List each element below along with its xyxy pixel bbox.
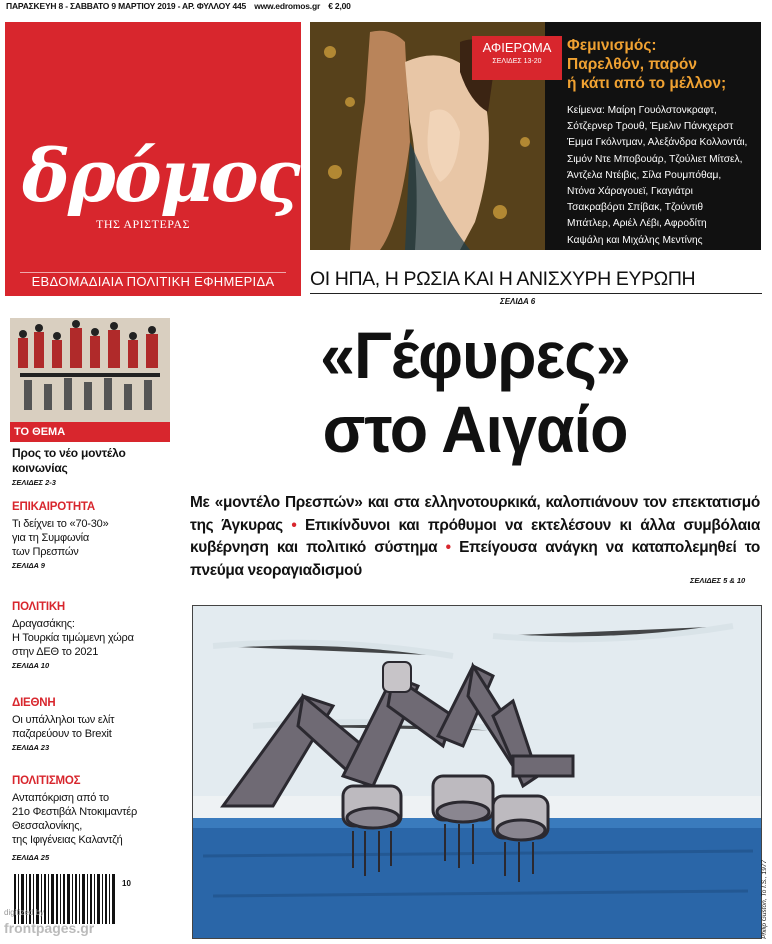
author-line: Καψάλη και Μιχάλης Μεντίνης (567, 234, 703, 246)
sidebar-item-text (12, 517, 177, 559)
author-line: Σιμόν Ντε Μποβουάρ, Τζούλιετ Μίτσελ, (567, 153, 743, 165)
sidebar-item-text (12, 713, 177, 741)
sidebar-item-page: ΣΕΛΙΔΑ 10 (12, 661, 50, 670)
lead-text: Επικίνδυνοι και πρόθυμοι να εκτελέσουν κι άλλα συμβόλαια κυβέρνηση και πολιτικό σύστημα (190, 516, 760, 556)
sidebar-line: Προς το νέο μοντέλο (12, 446, 126, 460)
sidebar-item-page: ΣΕΛΙΔΑ 25 (12, 853, 50, 862)
sidebar-line: Τι δείχνει το «70-30» (12, 518, 109, 530)
theme-label-bar: ΤΟ ΘΕΜΑ (10, 422, 170, 442)
sidebar-line: Ανταπόκριση από το (12, 792, 109, 804)
masthead-divider (20, 272, 286, 273)
sidebar-item-page: ΣΕΛΙΔΑ 9 (12, 561, 45, 570)
sidebar-item-politics[interactable] (12, 600, 177, 670)
lead-paragraph (190, 492, 760, 582)
feature-title-line: ή κάτι από το μέλλον; (567, 75, 727, 92)
sidebar-line: Θεσσαλονίκης, (12, 820, 83, 832)
headline-line: «Γέφυρες» (320, 318, 630, 392)
sidebar-item-culture[interactable] (12, 774, 177, 862)
author-line: Άντζελα Ντέιβις, Σίλα Ρουμπόθαμ, (567, 169, 722, 181)
watermark-small: digitized by (4, 908, 45, 917)
sidebar-item-current-affairs[interactable] (12, 500, 177, 570)
headline-line: στο Αιγαίο (322, 392, 628, 466)
lead-text: Με «μοντέλο Πρεσπών» και στα ελληνοτουρκικά, καλοπιάνουν τον επεκτατισμό της Άγκυρας (190, 494, 760, 534)
sidebar-item-page: ΣΕΛΙΔΑ 23 (12, 743, 50, 752)
lead-text: Επείγουσα ανάγκη να καταπολεμηθεί το πνεύμα νεοραγιαδισμού (190, 539, 760, 579)
sidebar-item-section: ΠΟΛΙΤΙΣΜΟΣ (12, 775, 81, 787)
secondary-headline[interactable]: ΟΙ ΗΠΑ, Η ΡΩΣΙΑ ΚΑΙ Η ΑΝΙΣΧΥΡΗ ΕΥΡΩΠΗ (310, 268, 696, 290)
sidebar-item-page: ΣΕΛΙΔΕΣ 2-3 (12, 478, 56, 487)
author-line: Ντόνα Χάραγουεϊ, Γκαγιάτρι (567, 186, 693, 198)
feature-title-line: Παρελθόν, παρόν (567, 56, 698, 73)
logo-subtitle: ΤΗΣ ΑΡΙΣΤΕΡΑΣ (96, 217, 191, 231)
price: € 2,00 (328, 1, 351, 11)
sidebar-line: για τη Συμφωνία (12, 532, 90, 544)
headline-divider (310, 293, 762, 294)
sidebar-item-section: ΕΠΙΚΑΙΡΟΤΗΤΑ (12, 501, 95, 513)
sidebar-line: των Πρεσπών (12, 546, 79, 558)
author-line: Μπάτλερ, Αριέλ Λέβι, Αφροδίτη (567, 218, 707, 230)
sidebar-line: της Ιφιγένειας Καλαντζή (12, 834, 123, 846)
author-line: Κείμενα: Μαίρη Γουόλστονκραφτ, (567, 105, 717, 116)
masthead-tagline: ΕΒΔΟΜΑΔΙΑΙΑ ΠΟΛΙΤΙΚΗ ΕΦΗΜΕΡΙΔΑ (31, 274, 275, 289)
main-headline[interactable] (195, 318, 756, 466)
tribute-label: ΑΦΙΕΡΩΜΑ (482, 40, 552, 55)
author-line: Έμμα Γκόλντμαν, Αλεξάνδρα Κολλοντάι, (567, 137, 748, 149)
painting-credit: Philip Guston, To I.S., 1977 (761, 860, 768, 939)
barcode-issue-digit: 10 (122, 879, 131, 888)
sidebar-line: κοινωνίας (12, 461, 68, 475)
guston-painting-image (192, 605, 762, 939)
sidebar-item-text (12, 617, 177, 659)
sidebar-line: Οι υπάλληλοι των ελίτ (12, 714, 115, 726)
sidebar-item-section: ΠΟΛΙΤΙΚΗ (12, 601, 66, 613)
author-line: Τσακραβόρτι Σπίβακ, Τζούντιθ (567, 202, 704, 214)
sidebar-item-text (12, 791, 177, 847)
feature-title[interactable] (567, 36, 759, 93)
page-reference: ΣΕΛΙΔΑ 6 (500, 297, 536, 306)
sidebar-line: 21ο Φεστιβάλ Ντοκιμαντέρ (12, 806, 138, 818)
tribute-badge (472, 36, 562, 80)
tribute-pages: ΣΕΛΙΔΕΣ 13-20 (492, 58, 542, 65)
lead-bullet: • (291, 516, 297, 534)
newspaper-logo: δρόμος (22, 133, 299, 218)
website-link[interactable]: www.edromos.gr (254, 1, 321, 11)
sidebar-line: Η Τουρκία τιμώμενη χώρα (12, 632, 134, 644)
feature-title-line: Φεμινισμός: (567, 37, 657, 54)
theme-thumbnail-image[interactable] (10, 318, 170, 422)
issue-date: ΠΑΡΑΣΚΕΥΗ 8 - ΣΑΒΒΑΤΟ 9 ΜΑΡΤΙΟΥ 2019 - ΑΡ. ΦΥΛΛΟΥ 445 (6, 1, 247, 11)
watermark: frontpages.gr (4, 920, 95, 936)
sidebar-item-title (12, 446, 177, 476)
sidebar-line: στην ΔΕΘ το 2021 (12, 646, 99, 658)
sidebar-item-international[interactable] (12, 696, 177, 752)
lead-page-reference: ΣΕΛΙΔΕΣ 5 & 10 (690, 576, 746, 585)
sidebar-line: παζαρεύουν το Brexit (12, 728, 112, 740)
sidebar-line: Δραγασάκης: (12, 618, 75, 630)
issue-info-bar (0, 0, 772, 12)
feature-authors (567, 103, 759, 249)
lead-bullet: • (445, 539, 451, 556)
author-line: Σότζερνερ Τρουθ, Έμελιν Πάνκχερστ (567, 121, 734, 133)
sidebar-item-section: ΔΙΕΘΝΗ (12, 697, 56, 709)
sidebar-item-theme[interactable] (12, 446, 177, 487)
